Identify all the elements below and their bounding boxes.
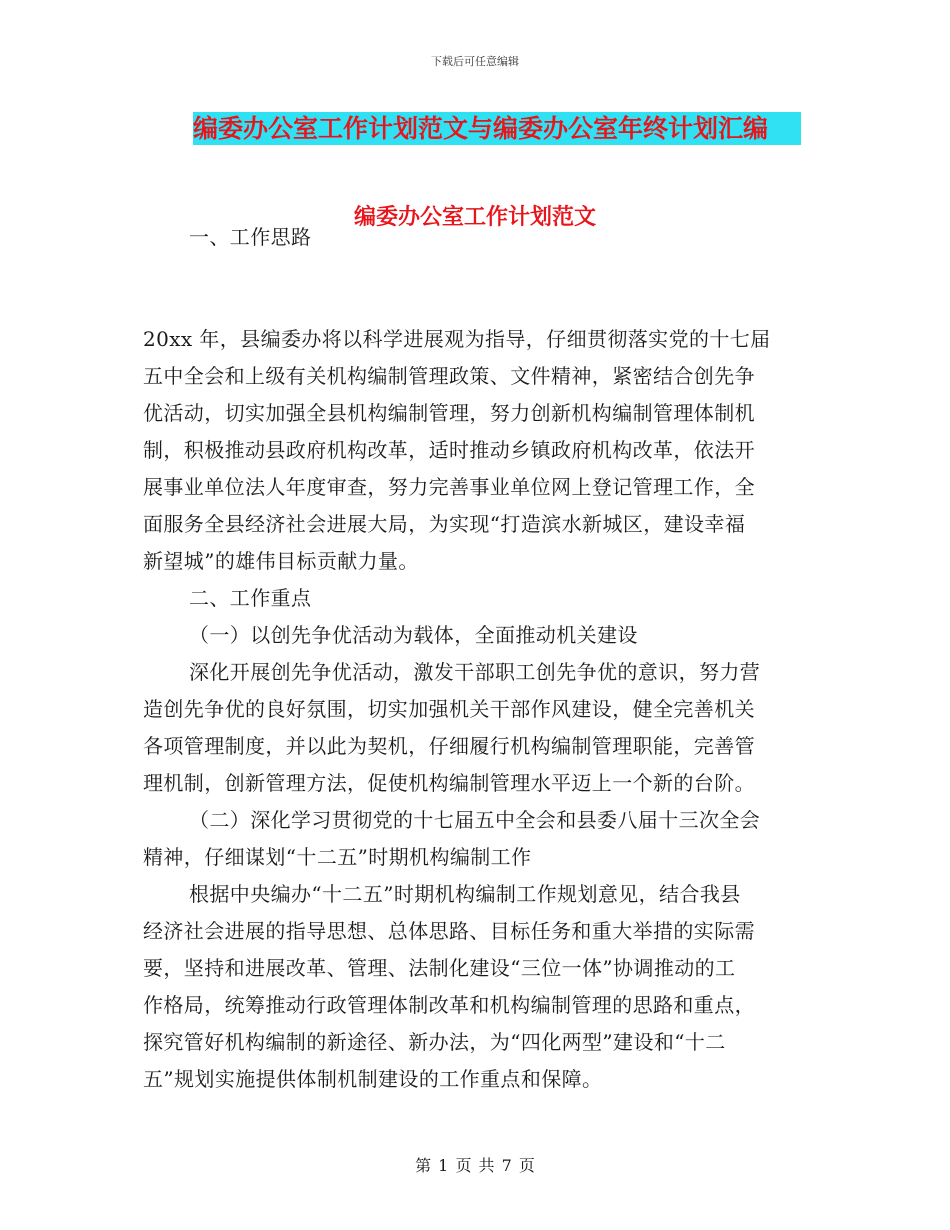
header-note: 下载后可任意编辑 (431, 55, 519, 68)
paragraph-line: 理机制，创新管理方法，促使机构编制管理水平迈上一个新的台阶。 (143, 771, 755, 795)
paragraph-line: 面服务全县经济社会进展大局，为实现“打造滨水新城区，建设幸福 (143, 512, 746, 536)
paragraph-line: 20xx 年，县编委办将以科学进展观为指导，仔细贯彻落实党的十七届 (143, 327, 771, 351)
paragraph-line: 造创先争优的良好氛围，切实加强机关干部作风建设，健全完善机关 (143, 697, 755, 721)
paragraph-line: 经济社会进展的指导思想、总体思路、目标任务和重大举措的实际需 (143, 919, 755, 943)
paragraph-line: 探究管好机构编制的新途径、新办法，为“四化两型”建设和“十二 (143, 1030, 726, 1054)
paragraph-line: 五”规划实施提供体制机制建设的工作重点和保障。 (143, 1067, 603, 1091)
document-title: 编委办公室工作计划范文与编委办公室年终计划汇编 (193, 112, 801, 145)
section-title: 编委办公室工作计划范文 (353, 204, 596, 230)
paragraph-line: 根据中央编办“十二五”时期机构编制工作规划意见，结合我县 (189, 882, 741, 906)
paragraph-line: 各项管理制度，并以此为契机，仔细履行机构编制管理职能，完善管 (143, 734, 755, 758)
subheading-two-continued: 精神，仔细谋划“十二五”时期机构编制工作 (143, 845, 532, 869)
paragraph-line: 新望城”的雄伟目标贡献力量。 (143, 549, 419, 573)
paragraph-line: 制，积极推动县政府机构改革，适时推动乡镇政府机构改革，依法开 (143, 438, 755, 462)
paragraph-line: 五中全会和上级有关机构编制管理政策、文件精神，紧密结合创先争 (143, 364, 755, 388)
paragraph-line: 展事业单位法人年度审查，努力完善事业单位网上登记管理工作，全 (143, 475, 755, 499)
page-number: 第 1 页 共 7 页 (415, 1156, 535, 1175)
heading-work-approach: 一、工作思路 (189, 225, 312, 249)
paragraph-line: 深化开展创先争优活动，激发干部职工创先争优的意识，努力营 (189, 660, 761, 684)
heading-work-focus: 二、工作重点 (189, 586, 312, 610)
paragraph-line: 优活动，切实加强全县机构编制管理，努力创新机构编制管理体制机 (143, 401, 755, 425)
paragraph-line: 要，坚持和进展改革、管理、法制化建设“三位一体”协调推动的工 (143, 956, 736, 980)
paragraph-line: 作格局，统筹推动行政管理体制改革和机构编制管理的思路和重点， (143, 993, 755, 1017)
subheading-one: （一）以创先争优活动为载体，全面推动机关建设 (189, 623, 638, 647)
subheading-two: （二）深化学习贯彻党的十七届五中全会和县委八届十三次全会 (189, 808, 761, 832)
